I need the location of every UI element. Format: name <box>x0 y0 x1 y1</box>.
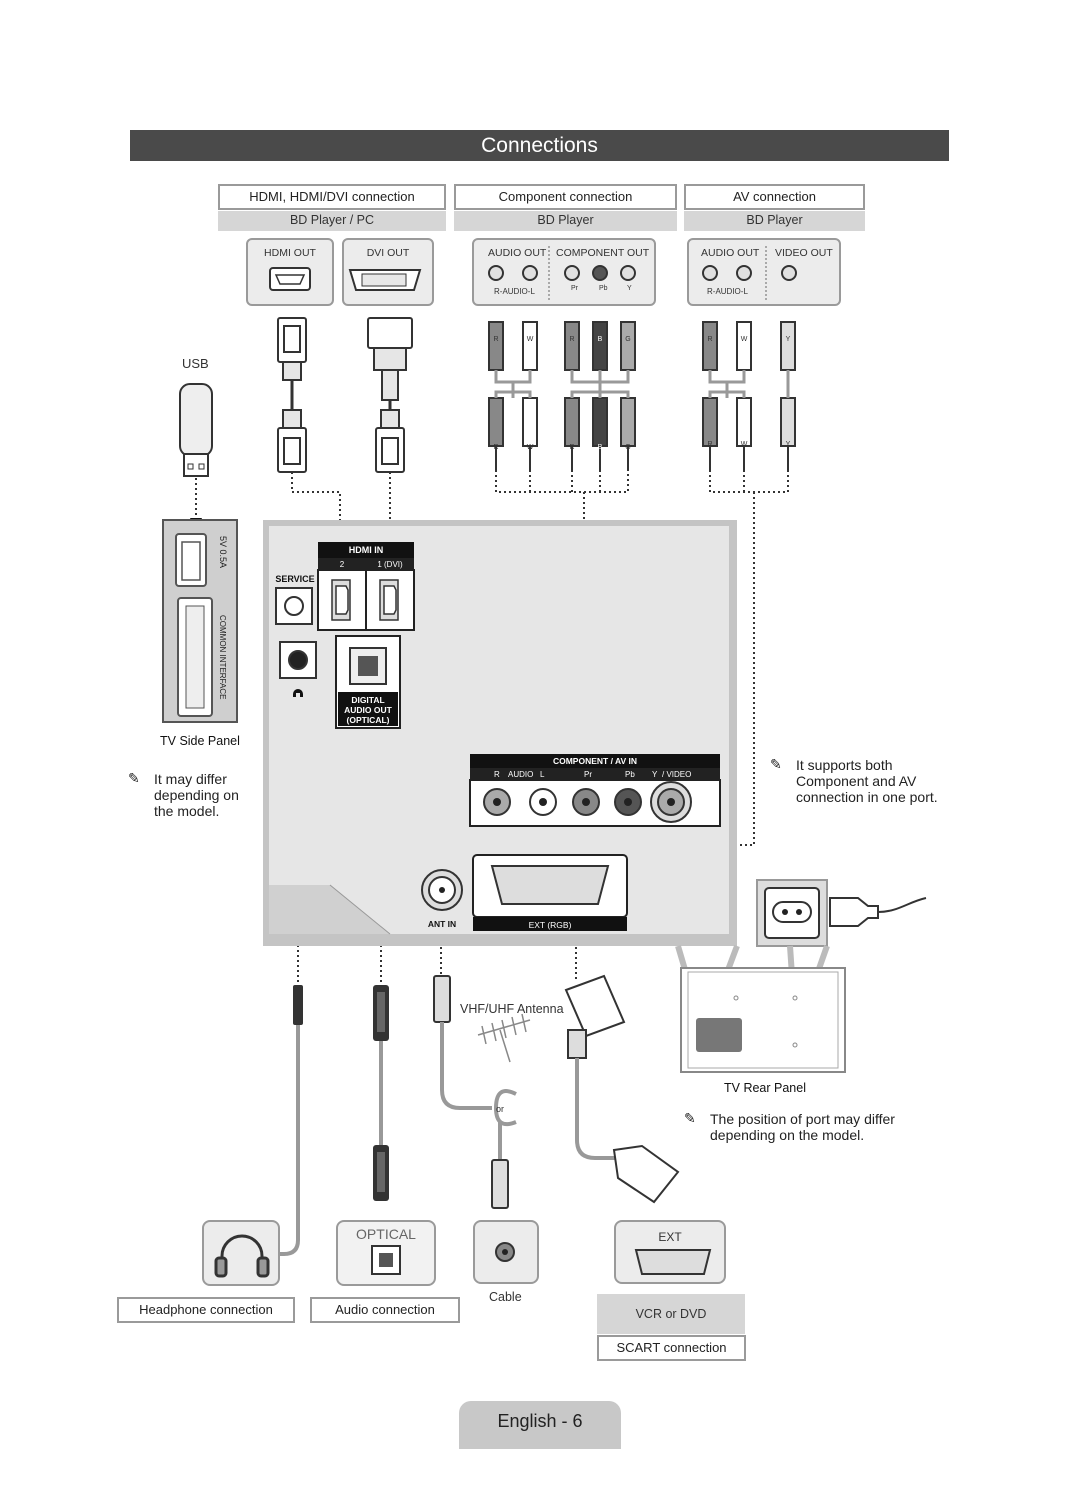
usb-spec-label: 5V 0.5A <box>218 536 228 569</box>
optical-label-2: AUDIO OUT <box>344 705 392 715</box>
video-out-label: VIDEO OUT <box>775 247 833 259</box>
side-note-line-1: It may differ <box>154 771 227 787</box>
plug-letter-r2-lower: R <box>569 444 575 451</box>
side-note <box>154 771 239 819</box>
vhf-uhf-antenna-label: VHF/UHF Antenna <box>460 1002 564 1016</box>
plug-letter-r-lower: R <box>493 444 499 451</box>
av-section-header: AV connection <box>684 184 865 210</box>
scart-connection-label: SCART connection <box>597 1335 746 1361</box>
tv-side-panel-caption: TV Side Panel <box>160 734 240 748</box>
or-label: or <box>495 1104 505 1114</box>
comp-row-pb: Pb <box>625 770 635 779</box>
component-out-jacks <box>489 266 635 280</box>
r-audio-l-label: R-AUDIO-L <box>494 287 535 296</box>
hdmi-in-port-1-dvi: 1 (DVI) <box>377 560 403 569</box>
comp-row-r: R <box>494 770 500 779</box>
component-av-note <box>796 757 938 805</box>
component-av-in-label: COMPONENT / AV IN <box>552 756 638 766</box>
scart-cable <box>566 976 678 1202</box>
dvi-out-port-icon <box>350 270 420 290</box>
ext-rgb-label: EXT (RGB) <box>528 920 572 930</box>
power-socket <box>757 880 926 946</box>
headphone-cable <box>274 985 303 1254</box>
ext-icon-box <box>614 1220 726 1284</box>
plug-letter-g-lower: G <box>625 444 631 451</box>
dvi-out-label: DVI OUT <box>366 247 410 259</box>
optical-cable <box>373 985 389 1201</box>
service-port <box>276 588 312 624</box>
plug-letter-b-lower: B <box>597 444 603 451</box>
optical-icon-label: OPTICAL <box>356 1226 416 1242</box>
page-title: Connections <box>130 130 949 161</box>
rear-panel-note <box>710 1111 895 1143</box>
av-r-audio-l-label: R-AUDIO-L <box>707 287 748 296</box>
hdmi-out-port-icon <box>270 268 310 290</box>
pencil-note-icon: ✎ <box>770 756 782 772</box>
antenna-icon <box>478 1014 530 1062</box>
ext-icon-label: EXT <box>658 1230 682 1244</box>
plug-letter-g: G <box>625 336 631 343</box>
hdmi-out-label: HDMI OUT <box>264 247 316 259</box>
cable-icon-box <box>473 1220 539 1284</box>
hdmi-in-port-2: 2 <box>339 560 345 569</box>
component-rca-cables <box>489 322 635 470</box>
cable-label: Cable <box>489 1290 522 1304</box>
hdmi-device-label: BD Player / PC <box>218 211 446 231</box>
pencil-note-icon: ✎ <box>128 770 140 786</box>
vcr-dvd-label: VCR or DVD <box>597 1294 745 1334</box>
plug-letter-w: W <box>526 336 534 343</box>
av-plug-letter-w: W <box>740 336 748 343</box>
side-note-line-3: the model. <box>154 803 220 819</box>
usb-stick-icon <box>180 384 212 476</box>
rear-note-line-2: depending on the model. <box>710 1127 865 1143</box>
side-note-line-2: depending on <box>154 787 239 803</box>
comp-row-l: L <box>540 770 545 779</box>
tv-rear-panel-caption: TV Rear Panel <box>724 1081 806 1095</box>
av-out-jacks <box>703 266 796 280</box>
right-note-line-2: Component and AV <box>796 773 917 789</box>
pb-pin-label: Pb <box>599 285 608 292</box>
plug-letter-r: R <box>493 336 499 343</box>
optical-label-1: DIGITAL <box>351 695 385 705</box>
pencil-note-icon: ✎ <box>684 1110 696 1126</box>
page-number-badge: English - 6 <box>459 1401 621 1449</box>
ant-in-port <box>422 870 462 910</box>
headphone-icon-box <box>202 1220 280 1286</box>
comp-row-audio: AUDIO <box>508 770 534 779</box>
av-audio-out-label: AUDIO OUT <box>701 247 760 259</box>
headphone-connection-label: Headphone connection <box>117 1297 295 1323</box>
plug-letter-r2: R <box>569 336 575 343</box>
av-plug-letter-r: R <box>707 336 713 343</box>
comp-row-y: Y <box>652 770 658 779</box>
hdmi-section-header: HDMI, HDMI/DVI connection <box>218 184 446 210</box>
pr-pin-label: Pr <box>571 285 578 292</box>
comp-row-pr: Pr <box>584 770 592 779</box>
component-section-header: Component connection <box>454 184 677 210</box>
plug-letter-b: B <box>597 336 603 343</box>
av-device-label: BD Player <box>684 211 865 231</box>
component-device-label: BD Player <box>454 211 677 231</box>
y-pin-label: Y <box>627 285 632 292</box>
component-out-label: COMPONENT OUT <box>556 247 650 259</box>
plug-letter-w-lower: W <box>526 444 534 451</box>
hdmi-in-block <box>318 542 414 630</box>
right-note-line-3: connection in one port. <box>796 789 938 805</box>
headphone-jack <box>280 642 316 678</box>
audio-out-label: AUDIO OUT <box>488 247 547 259</box>
audio-connection-label: Audio connection <box>310 1297 460 1323</box>
optical-label-3: (OPTICAL) <box>346 715 390 725</box>
common-interface-label: COMMON INTERFACE <box>218 615 227 700</box>
hdmi-in-label: HDMI IN <box>348 545 384 555</box>
av-plug-letter-y: Y <box>785 336 791 343</box>
rear-note-line-1: The position of port may differ <box>710 1111 895 1127</box>
ant-in-label: ANT IN <box>427 919 457 929</box>
av-rca-cables <box>703 322 795 470</box>
hdmi-cable <box>278 318 306 472</box>
av-plug-letter-r-lower: R <box>707 441 713 448</box>
av-plug-letter-w-lower: W <box>740 441 748 448</box>
usb-label: USB <box>182 356 209 371</box>
service-label: SERVICE <box>275 574 315 584</box>
right-note-line-1: It supports both <box>796 757 893 773</box>
comp-row-video: / VIDEO <box>662 770 692 779</box>
av-plug-letter-y-lower: Y <box>785 441 791 448</box>
optical-icon-box <box>336 1220 436 1286</box>
tv-rear-outline <box>678 946 845 1072</box>
dvi-hdmi-cable <box>368 318 412 472</box>
